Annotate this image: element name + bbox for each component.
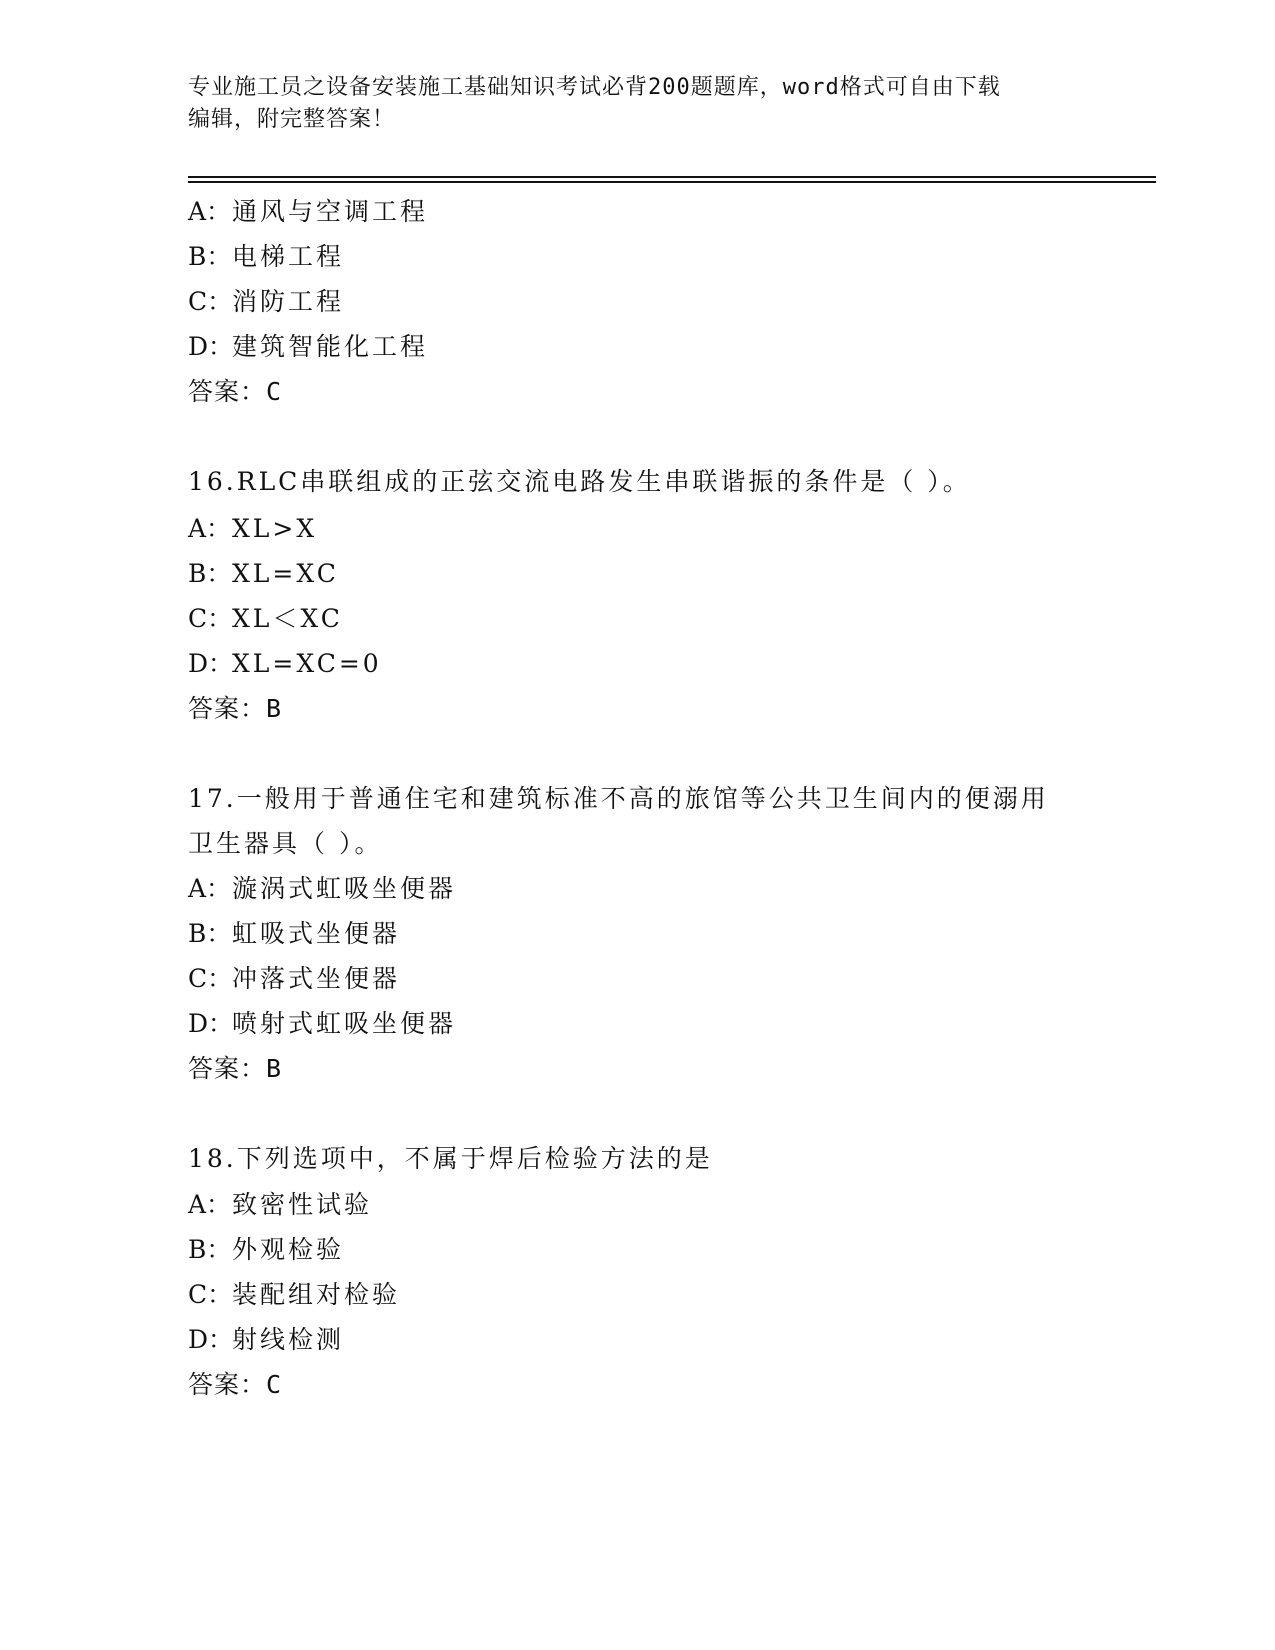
option-letter: B： — [188, 559, 232, 588]
option-letter: C： — [188, 287, 233, 316]
option-text: XL＜XC — [232, 604, 343, 633]
q17-question-line-1: 17.一般用于普通住宅和建筑标准不高的旅馆等公共卫生间内的便溺用 — [188, 784, 1049, 813]
option-text: 冲落式坐便器 — [232, 964, 401, 993]
option-text: 致密性试验 — [232, 1190, 373, 1219]
option-letter: B： — [188, 1235, 232, 1264]
option-text: 装配组对检验 — [232, 1280, 401, 1309]
q15-option-d — [188, 327, 428, 363]
header-title-line-1: 专业施工员之设备安装施工基础知识考试必背200题题库，word格式可自由下载 — [188, 75, 1001, 100]
q15-answer: 答案：C — [188, 377, 283, 406]
document-header — [188, 72, 1088, 136]
option-letter: C： — [188, 964, 233, 993]
option-letter: B： — [188, 242, 232, 271]
option-text: XL=XC=0 — [232, 649, 382, 678]
option-letter: C： — [188, 1280, 233, 1309]
q18-option-c — [188, 1275, 400, 1311]
q18-option-b — [188, 1230, 344, 1266]
option-text: 电梯工程 — [232, 242, 345, 271]
q16-option-d — [188, 644, 382, 680]
q17-answer: 答案：B — [188, 1054, 283, 1083]
option-letter: A： — [188, 874, 232, 903]
q16-option-a — [188, 509, 317, 545]
q16-question: 16.RLC串联组成的正弦交流电路发生串联谐振的条件是（ ）。 — [188, 467, 971, 496]
q16-option-b — [188, 554, 339, 590]
option-letter: D： — [188, 649, 234, 678]
q15-option-c — [188, 282, 344, 318]
q18-option-d — [188, 1320, 344, 1356]
option-letter: D： — [188, 1325, 234, 1354]
option-text: 通风与空调工程 — [232, 197, 429, 226]
q16-option-c — [188, 599, 343, 635]
q18-option-a — [188, 1185, 372, 1221]
option-text: 建筑智能化工程 — [232, 332, 429, 361]
header-divider-top — [188, 176, 1156, 178]
q17-option-b — [188, 914, 400, 950]
q17-question-line-2: 卫生器具（ ）。 — [188, 829, 383, 858]
option-letter: D： — [188, 1009, 234, 1038]
header-divider-bottom — [188, 181, 1156, 183]
option-text: 射线检测 — [232, 1325, 345, 1354]
q16-answer: 答案：B — [188, 694, 283, 723]
option-text: 外观检验 — [232, 1235, 345, 1264]
q17-option-a — [188, 869, 456, 905]
q17-option-c — [188, 959, 400, 995]
option-letter: A： — [188, 514, 232, 543]
option-letter: A： — [188, 1190, 232, 1219]
option-letter: B： — [188, 919, 232, 948]
q18-answer: 答案：C — [188, 1370, 283, 1399]
option-text: 漩涡式虹吸坐便器 — [232, 874, 457, 903]
q17-option-d — [188, 1004, 456, 1040]
option-letter: C： — [188, 604, 233, 633]
option-letter: A： — [188, 197, 232, 226]
q18-question: 18.下列选项中，不属于焊后检验方法的是 — [188, 1144, 713, 1173]
option-text: XL>X — [232, 514, 318, 543]
q15-option-b — [188, 237, 344, 273]
q15-option-a — [188, 192, 428, 228]
option-text: 虹吸式坐便器 — [232, 919, 401, 948]
option-text: XL=XC — [232, 559, 339, 588]
header-title-line-2: 编辑，附完整答案！ — [188, 107, 396, 132]
option-text: 喷射式虹吸坐便器 — [232, 1009, 457, 1038]
option-text: 消防工程 — [232, 287, 345, 316]
option-letter: D： — [188, 332, 234, 361]
